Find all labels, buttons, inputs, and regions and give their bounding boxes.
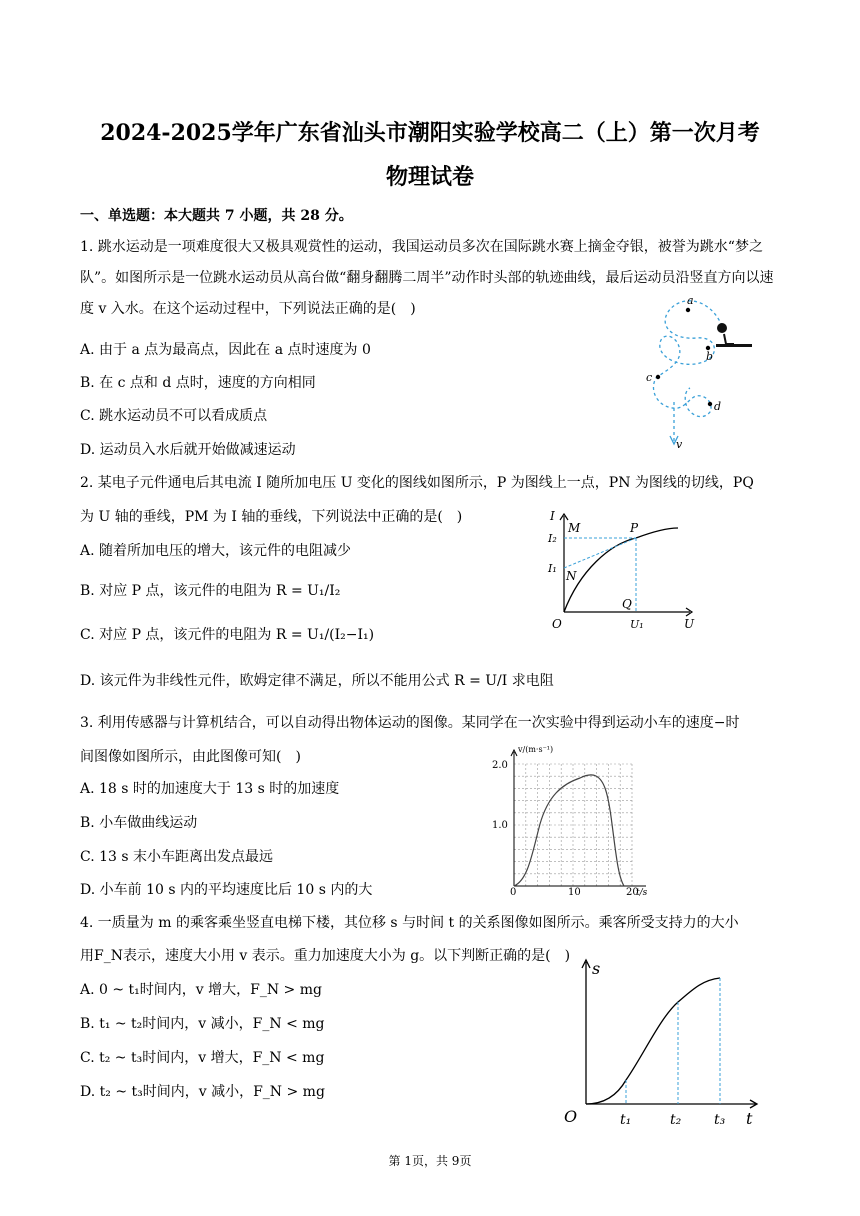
q1-option-b: B. 在 c 点和 d 点时，速度的方向相同 bbox=[80, 375, 316, 391]
q3-option-b: B. 小车做曲线运动 bbox=[80, 815, 198, 831]
q4-option-c: C. t₂ ~ t₃时间内，v 增大，F_N < mg bbox=[80, 1050, 325, 1066]
q3-tick-10: 10 bbox=[568, 887, 581, 896]
q3-stem-line1: 3. 利用传感器与计算机结合，可以自动得出物体运动的图像。某同学在一次实验中得到运动小车的速度−时 bbox=[80, 715, 740, 731]
q4-label-o: O bbox=[564, 1107, 578, 1126]
q4-st-graph bbox=[556, 954, 766, 1132]
q4-label-t1: t₁ bbox=[620, 1112, 632, 1128]
q2-label-i: I bbox=[550, 510, 555, 523]
q1-option-d: D. 运动员入水后就开始做减速运动 bbox=[80, 442, 296, 458]
q4-st-curve bbox=[586, 978, 720, 1104]
q1-label-v: v bbox=[676, 438, 683, 451]
q2-tangent-pn bbox=[564, 538, 636, 568]
q2-label-i1: I₁ bbox=[548, 562, 557, 575]
q4-label-t2: t₂ bbox=[670, 1112, 682, 1128]
q1-point-a bbox=[686, 308, 690, 312]
q3-stem-line2: 间图像如图所示，由此图像可知( ) bbox=[80, 749, 301, 765]
q1-label-a: a bbox=[687, 294, 694, 307]
q3-option-c: C. 13 s 末小车距离出发点最远 bbox=[80, 849, 274, 865]
q1-label-c: c bbox=[646, 371, 653, 384]
q2-option-b: B. 对应 P 点，该元件的电阻为 R = U₁/I₂ bbox=[80, 583, 341, 599]
q1-diver-body bbox=[724, 334, 734, 344]
q3-option-a: A. 18 s 时的加速度大于 13 s 时的加速度 bbox=[80, 781, 340, 797]
paper-title-line2: 物理试卷 bbox=[385, 164, 474, 190]
q3-tick-2: 2.0 bbox=[492, 760, 508, 771]
q2-stem-line2: 为 U 轴的垂线，PM 为 I 轴的垂线，下列说法中正确的是( ) bbox=[80, 509, 463, 525]
q2-label-u1: U₁ bbox=[630, 618, 644, 631]
q4-label-s: s bbox=[592, 959, 601, 978]
q2-option-c: C. 对应 P 点，该元件的电阻为 R = U₁/(I₂−I₁) bbox=[80, 627, 375, 643]
q1-diver-icon bbox=[717, 323, 727, 333]
q1-label-b: b bbox=[706, 350, 714, 363]
q3-option-d: D. 小车前 10 s 内的平均速度比后 10 s 内的大 bbox=[80, 882, 373, 898]
q4-label-t3: t₃ bbox=[714, 1112, 726, 1128]
paper-title-line1: 2024-2025学年广东省汕头市潮阳实验学校高二（上）第一次月考 bbox=[100, 120, 760, 146]
q2-label-p: P bbox=[630, 521, 639, 535]
q4-option-a: A. 0 ~ t₁时间内，v 增大，F_N > mg bbox=[80, 982, 322, 998]
q4-stem-line1: 4. 一质量为 m 的乘客乘坐竖直电梯下楼，其位移 s 与时间 t 的关系图像如图所示。乘客所受支持力的大小 bbox=[80, 915, 739, 931]
q2-label-n: N bbox=[566, 569, 577, 583]
q2-label-o: O bbox=[552, 617, 562, 631]
q2-iu-graph bbox=[540, 510, 700, 635]
q1-stem: 1. 跳水运动是一项难度很大又极具观赏性的运动，我国运动员多次在国际跳水赛上摘金夺银，被誉为跳水“梦之队”。如图所示是一位跳水运动员从高台做“翻身翻腾二周半”动作时头部的轨迹曲线，最后运动员沿竖直方向以速度 v 入水。在这个运动过程中，下列说法正确的是( ) bbox=[80, 239, 774, 317]
q1-point-c bbox=[656, 375, 660, 379]
q2-label-m: M bbox=[568, 521, 581, 535]
q2-label-u: U bbox=[684, 617, 695, 631]
q3-tick-20: 20 bbox=[626, 887, 639, 896]
q4-option-b: B. t₁ ~ t₂时间内，v 减小，F_N < mg bbox=[80, 1016, 325, 1032]
section-heading: 一、单选题：本大题共 7 小题，共 28 分。 bbox=[80, 208, 353, 224]
q3-xlabel: t/s bbox=[636, 888, 648, 896]
q2-option-d: D. 该元件为非线性元件，欧姆定律不满足，所以不能用公式 R = U/I 求电阻 bbox=[80, 673, 554, 689]
q3-tick-0: 0 bbox=[510, 887, 517, 896]
q3-tick-1: 1.0 bbox=[492, 820, 508, 831]
q1-label-d: d bbox=[714, 400, 722, 413]
q3-grid bbox=[514, 764, 632, 886]
q2-label-q: Q bbox=[622, 597, 632, 611]
q1-option-c: C. 跳水运动员不可以看成质点 bbox=[80, 408, 268, 424]
q1-trajectory-figure bbox=[630, 292, 765, 454]
q3-vt-graph bbox=[488, 744, 658, 896]
q2-iu-curve bbox=[564, 528, 678, 612]
q1-platform bbox=[716, 344, 752, 347]
q3-ylabel: v/(m·s⁻¹) bbox=[518, 745, 554, 754]
q4-label-t: t bbox=[746, 1109, 753, 1128]
q2-stem-line1: 2. 某电子元件通电后其电流 I 随所加电压 U 变化的图线如图所示，P 为图线上一点，PN 为图线的切线，PQ bbox=[80, 475, 754, 491]
q1-point-d bbox=[708, 402, 712, 406]
q2-option-a: A. 随着所加电压的增大，该元件的电阻减少 bbox=[80, 543, 352, 559]
page-footer: 第 1页，共 9页 bbox=[388, 1154, 472, 1168]
q4-stem-line2: 用F_N表示，速度大小用 v 表示。重力加速度大小为 g。以下判断正确的是( ) bbox=[80, 948, 571, 964]
q3-vt-curve bbox=[514, 775, 624, 886]
q2-label-i2: I₂ bbox=[548, 532, 557, 545]
q1-option-a: A. 由于 a 点为最高点，因此在 a 点时速度为 0 bbox=[80, 342, 371, 358]
q4-option-d: D. t₂ ~ t₃时间内，v 减小，F_N > mg bbox=[80, 1084, 325, 1100]
